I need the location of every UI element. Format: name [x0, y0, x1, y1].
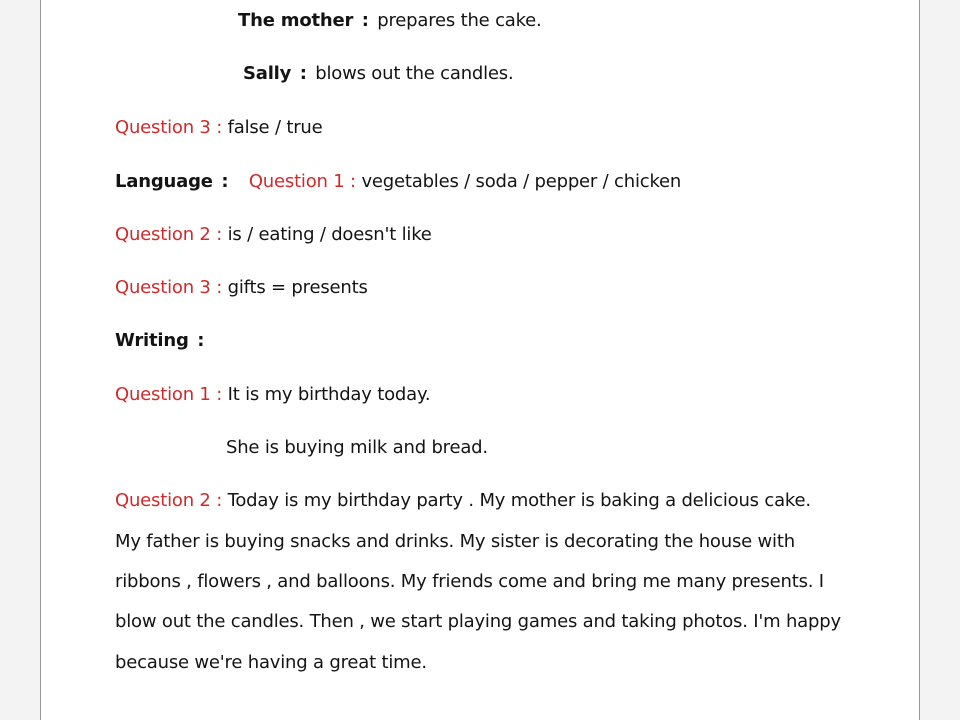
- answer-text: It is my birthday today.: [227, 384, 431, 405]
- answer-line-question-3: [115, 276, 368, 300]
- writing-section-line: [115, 329, 207, 353]
- section-label-language: Language: [115, 171, 213, 192]
- answer-line-sally: [243, 62, 514, 86]
- answer-text: blows out the candles.: [315, 63, 514, 84]
- colon: :: [361, 10, 369, 31]
- answer-text: Today is my birthday party . My mother is baking a delicious cake.: [227, 490, 811, 511]
- answer-text: gifts = presents: [227, 277, 368, 298]
- colon: :: [299, 63, 307, 84]
- paragraph-line: ribbons , flowers , and balloons. My friends come and bring me many presents. I: [115, 571, 824, 592]
- answer-line-mother: [238, 9, 542, 33]
- colon: :: [197, 330, 205, 351]
- question-label: Question 2 :: [115, 224, 223, 245]
- colon: :: [221, 171, 229, 192]
- paragraph-line: blow out the candles. Then , we start playing games and taking photos. I'm happy: [115, 611, 841, 632]
- answer-line-continuation: [226, 436, 488, 460]
- answer-line-question-3: [115, 116, 322, 140]
- question-label: Question 2 :: [115, 490, 223, 511]
- section-label-writing: Writing: [115, 330, 189, 351]
- answer-line-question-2: [115, 223, 432, 247]
- question-label: Question 1 :: [248, 171, 356, 192]
- answer-text: is / eating / doesn't like: [227, 224, 432, 245]
- language-section-line: [115, 170, 681, 194]
- question-label: Question 1 :: [115, 384, 223, 405]
- question-label: Question 3 :: [115, 277, 223, 298]
- label-sally: Sally: [243, 63, 292, 84]
- answer-text: false / true: [227, 117, 323, 138]
- paragraph-line: because we're having a great time.: [115, 652, 427, 673]
- answer-text: She is buying milk and bread.: [226, 437, 488, 458]
- question-label: Question 3 :: [115, 117, 223, 138]
- answer-line-question-1: [115, 383, 430, 407]
- answer-text: prepares the cake.: [377, 10, 542, 31]
- document-page: [40, 0, 920, 720]
- label-the-mother: The mother: [238, 10, 354, 31]
- paragraph-line: My father is buying snacks and drinks. My sister is decorating the house with: [115, 531, 795, 552]
- answer-text: vegetables / soda / pepper / chicken: [361, 171, 682, 192]
- answer-line-question-2: [115, 489, 811, 513]
